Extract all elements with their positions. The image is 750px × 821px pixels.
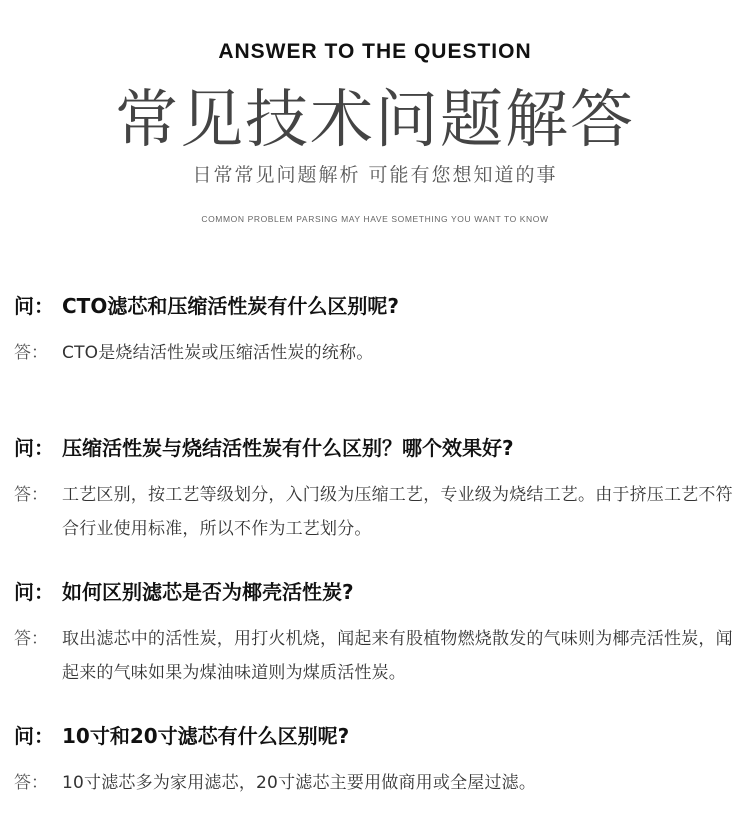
question-mark: 问： xyxy=(14,580,54,604)
question-mark: 问： xyxy=(14,724,54,748)
answer-row xyxy=(14,766,740,800)
question-text: 如何区别滤芯是否为椰壳活性炭? xyxy=(62,580,354,604)
eyebrow-title: ANSWER TO THE QUESTION xyxy=(218,40,532,63)
question-text: CTO滤芯和压缩活性炭有什么区别呢? xyxy=(62,294,399,318)
answer-row xyxy=(14,478,740,546)
question-row xyxy=(14,292,740,320)
answer-text: 取出滤芯中的活性炭，用打火机烧，闻起来有股植物燃烧散发的气味则为椰壳活性炭，闻起来的气味如果为煤油味道则为煤质活性炭。 xyxy=(62,629,733,683)
answer-mark: 答： xyxy=(14,773,48,793)
question-row xyxy=(14,578,740,606)
qa-item-3 xyxy=(14,578,740,690)
subtitle: 日常常见问题解析 可能有您想知道的事 xyxy=(192,164,558,186)
question-text: 10寸和20寸滤芯有什么区别呢? xyxy=(62,724,350,748)
qa-item-4 xyxy=(14,722,740,800)
page-title: 常见技术问题解答 xyxy=(115,83,635,156)
qa-item-2 xyxy=(14,434,740,546)
question-row xyxy=(14,434,740,462)
answer-row xyxy=(14,336,740,370)
answer-text: 10寸滤芯多为家用滤芯，20寸滤芯主要用做商用或全屋过滤。 xyxy=(62,773,537,793)
answer-mark: 答： xyxy=(14,629,48,649)
answer-text: CTO是烧结活性炭或压缩活性炭的统称。 xyxy=(62,343,374,363)
qa-item-1 xyxy=(14,292,740,370)
question-text: 压缩活性炭与烧结活性炭有什么区别？哪个效果好? xyxy=(62,436,514,460)
answer-mark: 答： xyxy=(14,485,48,505)
answer-row xyxy=(14,622,740,690)
answer-mark: 答： xyxy=(14,343,48,363)
answer-text: 工艺区别，按工艺等级划分，入门级为压缩工艺，专业级为烧结工艺。由于挤压工艺不符合行业使用标准，所以不作为工艺划分。 xyxy=(62,485,733,539)
question-mark: 问： xyxy=(14,294,54,318)
question-mark: 问： xyxy=(14,436,54,460)
question-row xyxy=(14,722,740,750)
tagline: COMMON PROBLEM PARSING MAY HAVE SOMETHING YOU WANT TO KNOW xyxy=(201,214,549,224)
